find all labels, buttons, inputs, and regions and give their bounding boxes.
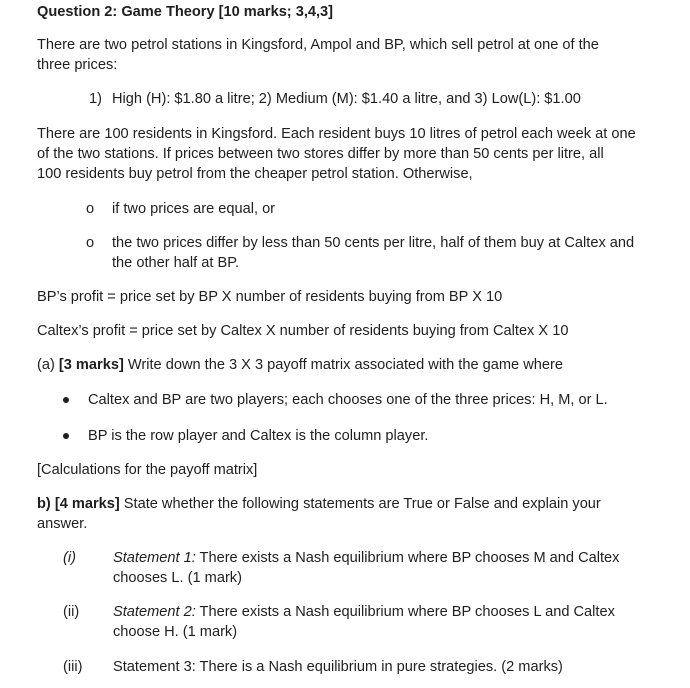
otherwise-item-cont: the other half at BP. [112, 255, 240, 271]
part-a-heading [37, 355, 563, 375]
statement-2-cont: choose H. (1 mark) [113, 624, 238, 640]
price-list: High (H): $1.80 a litre; 2) Medium (M): $1.40 a litre, and 3) Low(L): $1.00 [112, 91, 581, 107]
residents-text-cont: of the two stations. If prices between two stores differ by more than 50 cents per litre, all [37, 146, 604, 162]
part-a-bullet: BP is the row player and Caltex is the column player. [88, 428, 429, 444]
statement-text: There exists a Nash equilibrium where BP chooses L and Caltex [199, 604, 615, 620]
part-b-text-cont: answer. [37, 516, 88, 532]
statement-text: There exists a Nash equilibrium where BP chooses M and Caltex [199, 550, 620, 566]
otherwise-item: if two prices are equal, or [112, 201, 276, 217]
otherwise-item: the two prices differ by less than 50 cents per litre, half of them buy at Caltex and [112, 235, 635, 251]
statement-label: Statement 2: [113, 604, 196, 620]
bp-profit-formula: BP’s profit = price set by BP X number of residents buying from BP X 10 [37, 289, 503, 305]
statement-1-cont: chooses L. (1 mark) [113, 570, 242, 586]
statement-3: Statement 3: There is a Nash equilibrium in pure strategies. (2 marks) [113, 659, 563, 675]
part-b-marks: b) [4 marks] [37, 496, 120, 512]
part-a-bullet: Caltex and BP are two players; each chooses one of the three prices: H, M, or L. [88, 392, 608, 408]
residents-text-cont2: 100 residents buy petrol from the cheaper petrol station. Otherwise, [37, 166, 473, 182]
statement-marker: (iii) [63, 659, 83, 675]
intro-text-cont: three prices: [37, 57, 118, 73]
circle-bullet-icon: o [86, 235, 95, 251]
bullet-icon [63, 433, 69, 439]
intro-text: There are two petrol stations in Kingsford, Ampol and BP, which sell petrol at one of the [37, 37, 599, 53]
caltex-profit-formula: Caltex’s profit = price set by Caltex X number of residents buying from Caltex X 10 [37, 323, 569, 339]
calculations-note: [Calculations for the payoff matrix] [37, 462, 258, 478]
statement-marker: (ii) [63, 604, 80, 620]
part-a-prefix: (a) [37, 357, 55, 373]
part-b-heading [37, 494, 601, 514]
part-a-marks: [3 marks] [58, 357, 124, 373]
price-list-marker: 1) [89, 91, 102, 107]
residents-text: There are 100 residents in Kingsford. Each resident buys 10 litres of petrol each week at one [37, 126, 636, 142]
statement-2 [113, 602, 615, 622]
part-a-text: Write down the 3 X 3 payoff matrix associated with the game where [127, 357, 563, 373]
statement-marker: (i) [63, 550, 76, 566]
statement-label: Statement 1: [113, 550, 196, 566]
circle-bullet-icon: o [86, 201, 95, 217]
part-b-text: State whether the following statements are True or False and explain your [123, 496, 601, 512]
statement-1 [113, 548, 619, 568]
question-title: Question 2: Game Theory [10 marks; 3,4,3] [37, 4, 334, 20]
bullet-icon [63, 397, 69, 403]
